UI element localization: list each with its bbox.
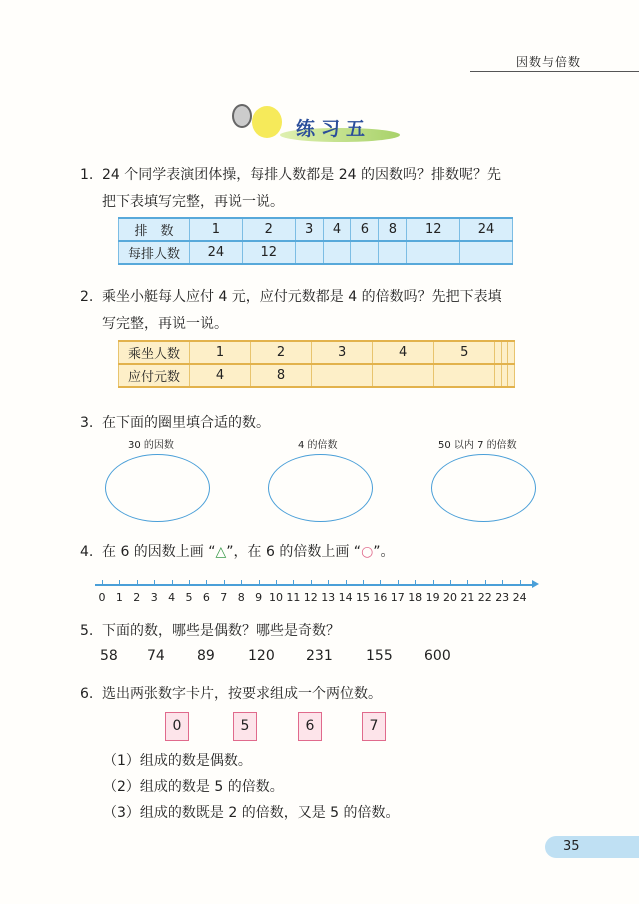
tick-mark — [119, 580, 120, 585]
table-cell: 6 — [351, 218, 379, 241]
table-cell: 4 — [323, 218, 351, 241]
number-item: 89 — [197, 648, 215, 664]
table-cell[interactable] — [373, 364, 434, 387]
tick-mark — [380, 580, 381, 585]
tick-mark — [520, 580, 521, 585]
table-cell: 1 — [190, 218, 243, 241]
tick-label[interactable]: 23 — [495, 591, 510, 604]
answer-circle[interactable] — [105, 454, 210, 522]
number-item: 58 — [100, 648, 118, 664]
question-1: 1. 24 个同学表演团体操，每排人数都是 24 的因数吗？排数呢？先 — [80, 167, 501, 183]
table-cell[interactable] — [460, 241, 513, 264]
tick-mark — [311, 580, 312, 585]
tick-mark — [467, 580, 468, 585]
boat-table — [118, 340, 515, 388]
subquestion-2: （2）组成的数是 5 的倍数。 — [103, 779, 284, 795]
circle-icon: ○ — [361, 544, 374, 560]
question-6: 6. 选出两张数字卡片，按要求组成一个两位数。 — [80, 686, 382, 702]
tick-mark — [154, 580, 155, 585]
tick-label[interactable]: 10 — [269, 591, 283, 604]
tick-label[interactable]: 8 — [237, 591, 245, 604]
tick-label[interactable]: 1 — [115, 591, 123, 604]
table-cell: 4 — [373, 341, 434, 364]
tick-mark — [102, 580, 103, 585]
table-cell: 8 — [251, 364, 312, 387]
tick-label[interactable]: 6 — [202, 591, 210, 604]
tick-label[interactable]: 22 — [477, 591, 492, 604]
row-header: 每排人数 — [119, 241, 190, 264]
number-item: 155 — [366, 648, 393, 664]
tick-mark — [346, 580, 347, 585]
table-cell: 24 — [460, 218, 513, 241]
tick-label[interactable]: 20 — [443, 591, 457, 604]
table-cell: 4 — [190, 364, 251, 387]
racket-icon — [232, 104, 252, 128]
digit-card[interactable]: 0 — [165, 712, 189, 741]
table-cell: 12 — [407, 218, 460, 241]
row-header: 乘坐人数 — [119, 341, 190, 364]
circle-label-factors-30: 30 的因数 — [128, 440, 174, 451]
tick-mark — [485, 580, 486, 585]
tick-label[interactable]: 21 — [460, 591, 475, 604]
table-cell[interactable] — [508, 341, 515, 364]
tick-label[interactable]: 2 — [133, 591, 141, 604]
number-line — [95, 584, 535, 586]
table-cell: 3 — [312, 341, 373, 364]
table-cell[interactable] — [295, 241, 323, 264]
answer-circle[interactable] — [268, 454, 373, 522]
question-3: 3. 在下面的圈里填合适的数。 — [80, 415, 270, 431]
tick-label[interactable]: 18 — [408, 591, 423, 604]
tick-mark — [293, 580, 294, 585]
row-header: 应付元数 — [119, 364, 190, 387]
digit-card[interactable]: 5 — [233, 712, 257, 741]
tick-mark — [241, 580, 242, 585]
tick-label[interactable]: 5 — [185, 591, 193, 604]
table-cell: 12 — [242, 241, 295, 264]
tick-label[interactable]: 7 — [220, 591, 228, 604]
number-item: 120 — [248, 648, 275, 664]
table-cell: 2 — [251, 341, 312, 364]
table-cell[interactable] — [323, 241, 351, 264]
tick-label[interactable]: 16 — [373, 591, 388, 604]
table-cell: 8 — [379, 218, 407, 241]
tick-label[interactable]: 12 — [303, 591, 318, 604]
subquestion-1: （1）组成的数是偶数。 — [103, 753, 252, 769]
tick-mark — [276, 580, 277, 585]
tick-mark — [450, 580, 451, 585]
tick-mark — [137, 580, 138, 585]
number-item: 231 — [306, 648, 333, 664]
table-cell: 2 — [242, 218, 295, 241]
table-cell: 3 — [295, 218, 323, 241]
tick-mark — [433, 580, 434, 585]
tick-mark — [224, 580, 225, 585]
digit-card[interactable]: 7 — [362, 712, 386, 741]
digit-card[interactable]: 6 — [298, 712, 322, 741]
rows-table — [118, 217, 513, 265]
table-cell[interactable] — [407, 241, 460, 264]
question-4: 4. 在 6 的因数上画 “△”，在 6 的倍数上画 “○”。 — [80, 544, 395, 560]
table-cell[interactable] — [312, 364, 373, 387]
tick-label[interactable]: 9 — [255, 591, 263, 604]
table-cell: 1 — [190, 341, 251, 364]
page-number: 35 — [545, 836, 639, 858]
tick-label[interactable]: 0 — [98, 591, 106, 604]
question-2-line2: 写完整，再说一说。 — [102, 316, 228, 332]
tick-mark — [172, 580, 173, 585]
answer-circle[interactable] — [431, 454, 536, 522]
tick-mark — [502, 580, 503, 585]
chick-mascot-icon — [252, 106, 282, 138]
table-cell[interactable] — [351, 241, 379, 264]
table-cell[interactable] — [379, 241, 407, 264]
tick-mark — [328, 580, 329, 585]
table-cell: 24 — [190, 241, 243, 264]
tick-label[interactable]: 17 — [390, 591, 405, 604]
number-item: 74 — [147, 648, 165, 664]
chapter-header: 因数与倍数 — [515, 55, 581, 69]
tick-label[interactable]: 13 — [321, 591, 336, 604]
page-title: 练习五 — [296, 118, 372, 140]
triangle-icon: △ — [215, 544, 227, 560]
tick-label[interactable]: 24 — [512, 591, 527, 604]
tick-label[interactable]: 15 — [356, 591, 370, 604]
table-cell: 5 — [434, 341, 495, 364]
question-1-line2: 把下表填写完整，再说一说。 — [102, 194, 284, 210]
subquestion-3: （3）组成的数既是 2 的倍数，又是 5 的倍数。 — [103, 805, 400, 821]
tick-mark — [363, 580, 364, 585]
arrow-icon — [532, 580, 539, 588]
tick-label[interactable]: 14 — [338, 591, 353, 604]
table-cell[interactable] — [508, 364, 515, 387]
tick-mark — [415, 580, 416, 585]
tick-mark — [398, 580, 399, 585]
tick-label[interactable]: 19 — [425, 591, 440, 604]
tick-mark — [189, 580, 190, 585]
circle-label-multiples-4: 4 的倍数 — [298, 440, 338, 451]
row-header: 排 数 — [119, 218, 190, 241]
tick-label[interactable]: 4 — [168, 591, 176, 604]
tick-mark — [206, 580, 207, 585]
question-2: 2. 乘坐小艇每人应付 4 元，应付元数都是 4 的倍数吗？先把下表填 — [80, 289, 502, 305]
tick-label[interactable]: 11 — [286, 591, 301, 604]
number-item: 600 — [424, 648, 451, 664]
tick-mark — [259, 580, 260, 585]
question-5: 5. 下面的数，哪些是偶数？哪些是奇数？ — [80, 623, 340, 639]
tick-label[interactable]: 3 — [150, 591, 158, 604]
circle-label-multiples-7: 50 以内 7 的倍数 — [438, 440, 517, 451]
table-cell[interactable] — [434, 364, 495, 387]
header-divider — [470, 71, 639, 72]
